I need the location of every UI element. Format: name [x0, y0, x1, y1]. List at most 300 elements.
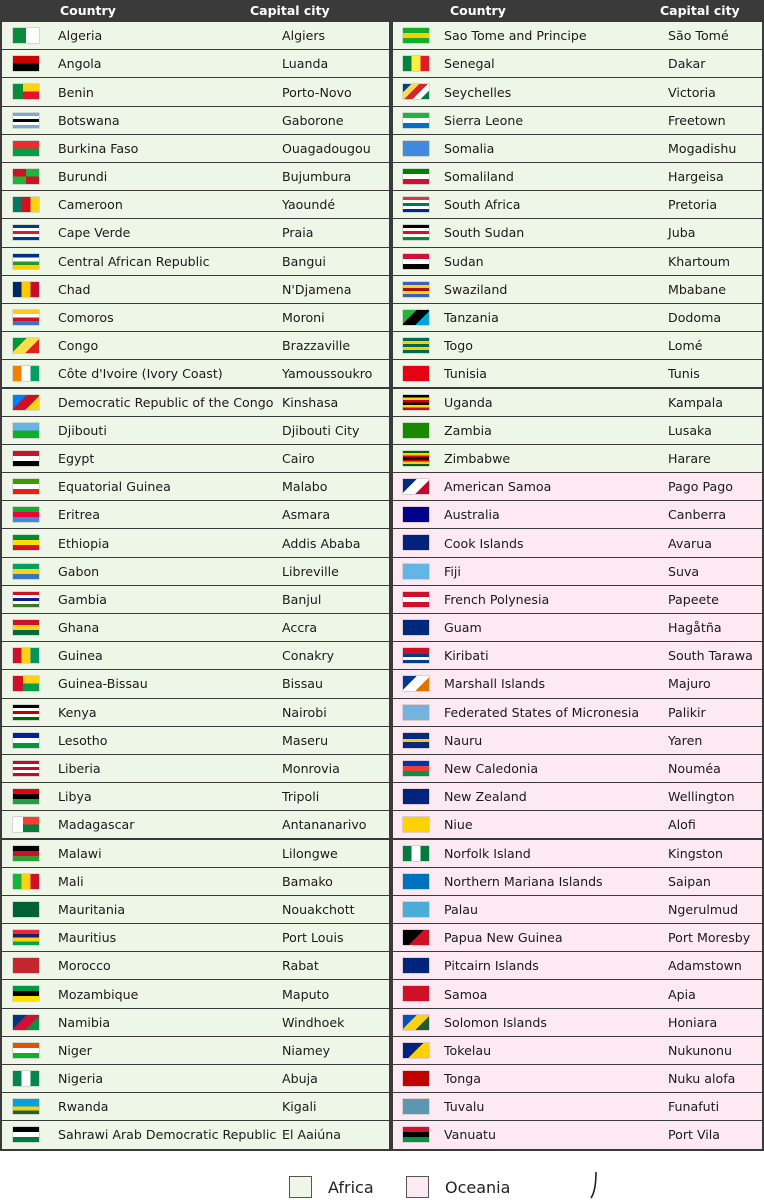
country-name: Mozambique	[58, 986, 139, 1002]
flag-icon	[403, 169, 429, 184]
flag-icon	[13, 874, 39, 889]
capital-name: Nairobi	[282, 704, 327, 720]
flag-icon	[403, 310, 429, 325]
flag-icon	[13, 930, 39, 945]
table-row	[2, 501, 389, 528]
flag-icon	[403, 620, 429, 635]
country-name: Nauru	[444, 732, 483, 748]
table-row	[393, 1065, 762, 1092]
capital-name: N'Djamena	[282, 281, 352, 297]
country-name: Papua New Guinea	[444, 930, 563, 946]
capital-name: Libreville	[282, 563, 339, 579]
table-row	[393, 811, 762, 838]
flag-icon	[13, 986, 39, 1001]
country-name: Somalia	[444, 140, 495, 156]
flag-icon	[403, 113, 429, 128]
table-row	[393, 473, 762, 500]
capital-name: Port Vila	[668, 1127, 721, 1143]
country-name: Djibouti	[58, 422, 107, 438]
flag-icon	[403, 1071, 429, 1086]
capital-name: Juba	[668, 225, 696, 241]
country-name: Chad	[58, 281, 91, 297]
table-row	[2, 22, 389, 49]
table-row	[393, 727, 762, 754]
flag-icon	[403, 986, 429, 1001]
flag-icon	[403, 451, 429, 466]
table-row	[393, 755, 762, 782]
table-row	[393, 980, 762, 1007]
country-name: Niger	[58, 1042, 92, 1058]
table-row	[393, 107, 762, 134]
capital-name: Brazzaville	[282, 338, 351, 354]
flag-icon	[403, 338, 429, 353]
capital-name: Bissau	[282, 676, 323, 692]
flag-icon	[403, 817, 429, 832]
table-row	[2, 1037, 389, 1064]
flag-icon	[13, 1071, 39, 1086]
capital-name: Maseru	[282, 732, 329, 748]
capital-name: Luanda	[282, 56, 329, 72]
table-row	[393, 304, 762, 331]
capital-name: Conakry	[282, 648, 335, 664]
country-name: Fiji	[444, 563, 461, 579]
flag-icon	[403, 423, 429, 438]
capital-name: Gaborone	[282, 112, 344, 128]
country-name: Pitcairn Islands	[444, 958, 539, 974]
flag-icon	[13, 169, 39, 184]
capital-name: Wellington	[668, 789, 735, 805]
flag-icon	[13, 507, 39, 522]
capital-name: Adamstown	[668, 958, 742, 974]
table-row	[393, 529, 762, 556]
table-row	[393, 78, 762, 105]
table-row	[2, 924, 389, 951]
country-name: Gabon	[58, 563, 100, 579]
flag-icon	[13, 254, 39, 269]
table-row	[2, 727, 389, 754]
left-table	[0, 0, 391, 1151]
table-row	[2, 614, 389, 641]
country-name: Guinea	[58, 648, 103, 664]
capital-name: Funafuti	[668, 1099, 720, 1115]
capital-name: Praia	[282, 225, 314, 241]
flag-icon	[403, 535, 429, 550]
table-row	[393, 840, 762, 867]
table-row	[393, 50, 762, 77]
table-row	[393, 417, 762, 444]
table-row	[393, 501, 762, 528]
capital-name: Kingston	[668, 845, 723, 861]
table-row	[393, 642, 762, 669]
table-row	[2, 868, 389, 895]
country-name: Mauritania	[58, 901, 126, 917]
flag-icon	[403, 254, 429, 269]
capital-name: Saipan	[668, 873, 711, 889]
flag-icon	[403, 56, 429, 71]
country-name: Togo	[444, 338, 473, 354]
capital-name: Nouakchott	[282, 901, 355, 917]
capital-name: Nuku alofa	[668, 1071, 736, 1087]
flag-icon	[403, 592, 429, 607]
flag-icon	[403, 141, 429, 156]
country-name: Burkina Faso	[58, 140, 139, 156]
capital-name: Maputo	[282, 986, 330, 1002]
table-row	[2, 360, 389, 387]
legend-swatch-oceania	[406, 1176, 429, 1198]
country-name: Uganda	[444, 394, 493, 410]
capital-name: Banjul	[282, 591, 322, 607]
country-name: Tunisia	[444, 366, 488, 382]
capital-name: Lomé	[668, 338, 703, 354]
capital-name: Djibouti City	[282, 422, 360, 438]
flag-icon	[403, 930, 429, 945]
flag-icon	[13, 535, 39, 550]
flag-icon	[403, 197, 429, 212]
table-row	[393, 135, 762, 162]
country-name: Swaziland	[444, 281, 508, 297]
country-name: Kiribati	[444, 648, 489, 664]
country-name: American Samoa	[444, 479, 552, 495]
country-name: French Polynesia	[444, 591, 550, 607]
country-column-header: Country	[450, 3, 506, 18]
table-row	[2, 1009, 389, 1036]
country-name: Guinea-Bissau	[58, 676, 148, 692]
table-row	[393, 670, 762, 697]
table-row	[393, 783, 762, 810]
capital-name: Lilongwe	[282, 845, 338, 861]
country-name: Algeria	[58, 28, 103, 44]
flag-icon	[13, 1043, 39, 1058]
flag-icon	[13, 282, 39, 297]
flag-icon	[403, 84, 429, 99]
capital-name: Niamey	[282, 1042, 331, 1058]
country-name: Morocco	[58, 958, 111, 974]
country-name: Somaliland	[444, 169, 514, 185]
country-name: Gambia	[58, 591, 107, 607]
capital-name: Cairo	[282, 450, 315, 466]
capital-name: Canberra	[668, 507, 727, 523]
capital-name: Yamoussoukro	[282, 366, 373, 382]
flag-icon	[403, 789, 429, 804]
capital-name: Kinshasa	[282, 394, 339, 410]
country-name: Madagascar	[58, 817, 135, 833]
flag-icon	[13, 902, 39, 917]
flag-icon	[403, 1043, 429, 1058]
country-name: Equatorial Guinea	[58, 479, 171, 495]
table-row	[2, 670, 389, 697]
country-name: Cook Islands	[444, 535, 524, 551]
table-header	[393, 0, 762, 21]
country-name: Kenya	[58, 704, 97, 720]
table-row	[2, 642, 389, 669]
capital-name: Ngerulmud	[668, 901, 739, 917]
capital-name: Bangui	[282, 253, 326, 269]
flag-icon	[13, 1099, 39, 1114]
table-row	[2, 980, 389, 1007]
table-row	[393, 614, 762, 641]
country-name: Solomon Islands	[444, 1014, 547, 1030]
table-row	[393, 868, 762, 895]
country-name: Rwanda	[58, 1099, 109, 1115]
table-row	[393, 924, 762, 951]
table-row	[393, 586, 762, 613]
country-name: New Zealand	[444, 789, 527, 805]
flag-icon	[13, 846, 39, 861]
country-name: Benin	[58, 84, 94, 100]
capital-name: Avarua	[668, 535, 712, 551]
capital-name: Monrovia	[282, 761, 340, 777]
capital-name: Tripoli	[282, 789, 320, 805]
table-row	[393, 1093, 762, 1120]
capital-name: Majuro	[668, 676, 711, 692]
country-name: Cameroon	[58, 197, 123, 213]
country-name: Central African Republic	[58, 253, 210, 269]
table-row	[393, 699, 762, 726]
country-name: Federated States of Micronesia	[444, 704, 640, 720]
table-row	[393, 191, 762, 218]
flag-icon	[13, 451, 39, 466]
table-row	[2, 276, 389, 303]
country-name: Northern Mariana Islands	[444, 873, 603, 889]
capital-name: Hagåtña	[668, 620, 722, 636]
capital-name: Bujumbura	[282, 169, 352, 185]
capital-column-header: Capital city	[250, 3, 330, 18]
table-header	[2, 0, 389, 21]
country-name: Vanuatu	[444, 1127, 496, 1143]
capital-name: Papeete	[668, 591, 719, 607]
country-name: Seychelles	[444, 84, 512, 100]
capital-name: Kigali	[282, 1099, 317, 1115]
legend	[0, 1175, 764, 1200]
capital-name: Hargeisa	[668, 169, 724, 185]
country-name: New Caledonia	[444, 761, 539, 777]
flag-icon	[403, 395, 429, 410]
flag-icon	[13, 423, 39, 438]
legend-label-africa: Africa	[328, 1178, 374, 1197]
country-name: Tanzania	[444, 310, 499, 326]
capital-name: Addis Ababa	[282, 535, 361, 551]
country-name: Ghana	[58, 620, 100, 636]
table-row	[2, 896, 389, 923]
flag-icon	[13, 564, 39, 579]
table-row	[393, 332, 762, 359]
country-name: Palau	[444, 901, 478, 917]
country-name: Eritrea	[58, 507, 100, 523]
right-table	[391, 0, 764, 1151]
table-row	[393, 896, 762, 923]
capital-name: Victoria	[668, 84, 716, 100]
flag-icon	[403, 874, 429, 889]
flag-icon	[13, 56, 39, 71]
country-name: Sierra Leone	[444, 112, 524, 128]
table-row	[2, 586, 389, 613]
capital-name: Asmara	[282, 507, 331, 523]
country-column-header: Country	[60, 3, 116, 18]
flag-icon	[13, 225, 39, 240]
capital-name: Palikir	[668, 704, 706, 720]
flag-icon	[403, 479, 429, 494]
table-row	[2, 473, 389, 500]
flag-icon	[13, 1015, 39, 1030]
table-row	[393, 558, 762, 585]
country-name: Sao Tome and Principe	[444, 28, 587, 44]
flag-icon	[13, 1127, 39, 1142]
table-row	[2, 529, 389, 556]
country-name: Democratic Republic of the Congo	[58, 394, 274, 410]
country-name: Egypt	[58, 450, 95, 466]
country-name: Burundi	[58, 169, 108, 185]
capital-name: Dodoma	[668, 310, 722, 326]
country-name: Zambia	[444, 422, 492, 438]
capital-name: Ouagadougou	[282, 140, 371, 156]
flag-icon	[13, 620, 39, 635]
country-name: Lesotho	[58, 732, 108, 748]
country-name: Malawi	[58, 845, 102, 861]
flag-icon	[13, 197, 39, 212]
capital-name: Yaoundé	[282, 197, 336, 213]
table-row	[393, 163, 762, 190]
legend-swatch-africa	[289, 1176, 312, 1198]
capital-name: Mogadishu	[668, 140, 737, 156]
flag-icon	[403, 282, 429, 297]
table-row	[2, 191, 389, 218]
country-name: Marshall Islands	[444, 676, 546, 692]
country-name: South Africa	[444, 197, 521, 213]
table-row	[393, 952, 762, 979]
table-row	[393, 360, 762, 387]
capital-name: Pago Pago	[668, 479, 733, 495]
country-name: Norfolk Island	[444, 845, 531, 861]
capital-name: Abuja	[282, 1071, 318, 1087]
flag-icon	[13, 676, 39, 691]
flag-icon	[403, 225, 429, 240]
country-name: Nigeria	[58, 1071, 104, 1087]
country-name: Mali	[58, 873, 84, 889]
flag-icon	[13, 705, 39, 720]
flag-icon	[13, 310, 39, 325]
country-name: Niue	[444, 817, 473, 833]
country-name: Cape Verde	[58, 225, 131, 241]
capital-name: Lusaka	[668, 422, 712, 438]
flag-icon	[13, 395, 39, 410]
flag-icon	[13, 958, 39, 973]
flag-icon	[403, 1099, 429, 1114]
capital-name: Algiers	[282, 28, 326, 44]
table-row	[2, 445, 389, 472]
country-name: Libya	[58, 789, 92, 805]
flag-icon	[13, 338, 39, 353]
capital-name: Honiara	[668, 1014, 718, 1030]
country-name: Tokelau	[444, 1042, 492, 1058]
flag-icon	[13, 789, 39, 804]
table-row	[393, 1009, 762, 1036]
flag-icon	[403, 733, 429, 748]
flag-icon	[13, 479, 39, 494]
country-name: Mauritius	[58, 930, 117, 946]
capital-name: Khartoum	[668, 253, 731, 269]
capital-name: South Tarawa	[668, 648, 753, 664]
country-name: Comoros	[58, 310, 114, 326]
table-row	[2, 1093, 389, 1120]
flag-icon	[13, 28, 39, 43]
country-name: Angola	[58, 56, 102, 72]
table-row	[393, 22, 762, 49]
capital-name: Suva	[668, 563, 700, 579]
capital-name: Pretoria	[668, 197, 718, 213]
flag-icon	[13, 817, 39, 832]
country-name: Sudan	[444, 253, 484, 269]
flag-icon	[13, 648, 39, 663]
country-name: Zimbabwe	[444, 450, 511, 466]
table-row	[2, 783, 389, 810]
capital-name: Dakar	[668, 56, 706, 72]
country-name: Guam	[444, 620, 482, 636]
table-row	[393, 219, 762, 246]
table-row	[2, 1121, 389, 1148]
capital-name: Alofi	[668, 817, 696, 833]
capital-name: Apia	[668, 986, 696, 1002]
flag-icon	[13, 733, 39, 748]
capital-name: Moroni	[282, 310, 325, 326]
table-row	[2, 699, 389, 726]
country-name: Congo	[58, 338, 99, 354]
table-row	[393, 389, 762, 416]
capital-name: Freetown	[668, 112, 726, 128]
country-name: South Sudan	[444, 225, 525, 241]
flag-icon	[403, 28, 429, 43]
country-name: Tuvalu	[444, 1099, 485, 1115]
country-name: Ethiopia	[58, 535, 110, 551]
table-row	[2, 163, 389, 190]
legend-label-oceania: Oceania	[445, 1178, 511, 1197]
table-row	[2, 417, 389, 444]
table-row	[2, 755, 389, 782]
table-row	[2, 1065, 389, 1092]
flag-icon	[403, 676, 429, 691]
table-row	[2, 558, 389, 585]
table-row	[393, 276, 762, 303]
capital-name: Port Louis	[282, 930, 344, 946]
capital-column-header: Capital city	[660, 3, 740, 18]
flag-icon	[403, 902, 429, 917]
capital-name: Rabat	[282, 958, 319, 974]
capital-name: Malabo	[282, 479, 328, 495]
flag-icon	[13, 141, 39, 156]
flag-icon	[403, 761, 429, 776]
flag-icon	[13, 84, 39, 99]
capital-name: Antananarivo	[282, 817, 367, 833]
table-row	[2, 50, 389, 77]
flag-icon	[403, 648, 429, 663]
flag-icon	[403, 958, 429, 973]
capital-name: Nukunonu	[668, 1042, 732, 1058]
country-name: Senegal	[444, 56, 495, 72]
capital-name: São Tomé	[668, 28, 729, 44]
country-name: Tonga	[444, 1071, 481, 1087]
flag-icon	[403, 366, 429, 381]
country-name: Côte d'Ivoire (Ivory Coast)	[58, 366, 223, 382]
country-name: Namibia	[58, 1014, 111, 1030]
flag-icon	[403, 507, 429, 522]
table-row	[2, 107, 389, 134]
table-row	[2, 135, 389, 162]
flag-icon	[13, 761, 39, 776]
capital-name: Windhoek	[282, 1014, 345, 1030]
capital-name: El Aaiúna	[282, 1127, 341, 1143]
flag-icon	[13, 113, 39, 128]
flag-icon	[403, 1127, 429, 1142]
flag-icon	[403, 564, 429, 579]
